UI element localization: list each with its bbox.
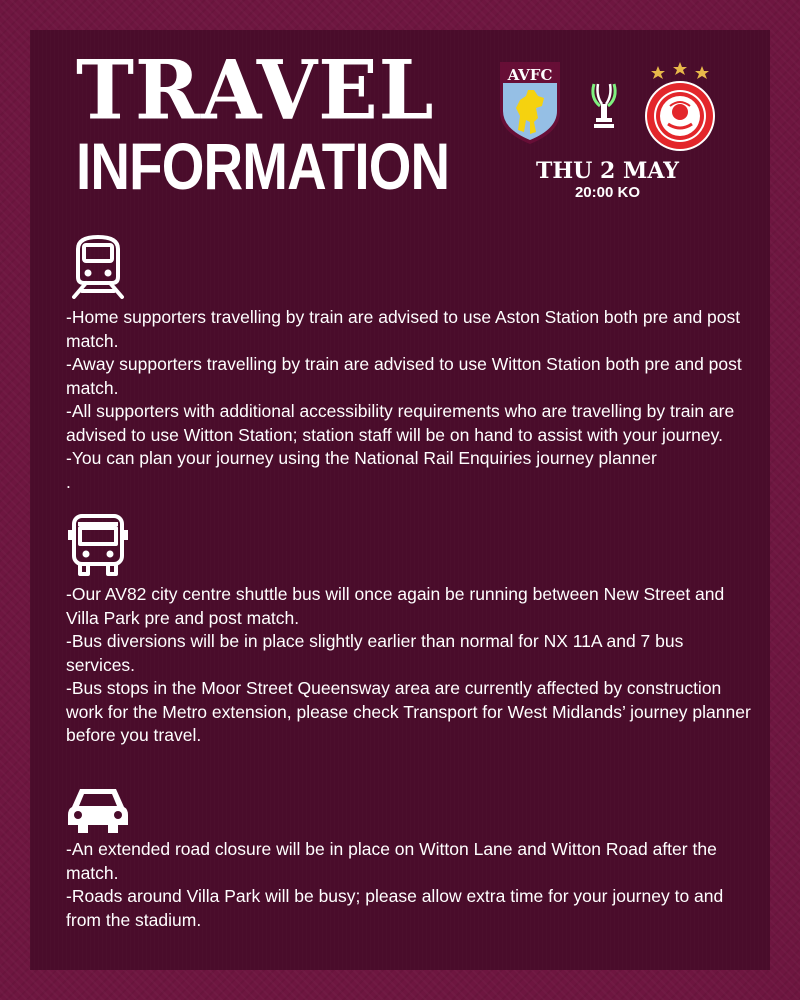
- train-line-3: -All supporters with additional accessibility requirements who are travelling by train are advised to use Witton Station; station staff will be on hand to assist with your journey.: [66, 401, 735, 445]
- conference-league-trophy-icon: [586, 80, 622, 132]
- bus-icon: [66, 512, 130, 578]
- bus-line-3: -Bus stops in the Moor Street Queensway area are currently affected by construction work for the Metro extension, please check Transport for West Midlands’ journey planner before you travel.: [66, 678, 751, 745]
- car-line-2: -Roads around Villa Park will be busy; please allow extra time for your journey to and from the stadium.: [66, 886, 724, 930]
- bus-section: [66, 583, 756, 748]
- title-travel: TRAVEL: [76, 42, 435, 139]
- train-icon: [66, 233, 130, 299]
- bus-line-2: -Bus diversions will be in place slightly earlier than normal for NX 11A and 7 bus services.: [66, 631, 684, 675]
- bus-line-1: -Our AV82 city centre shuttle bus will once again be running between New Street and Villa Park pre and post match.: [66, 584, 725, 628]
- train-line-2: -Away supporters travelling by train are advised to use Witton Station both pre and post match.: [66, 354, 742, 398]
- title-information: INFORMATION: [76, 129, 450, 203]
- car-section: [66, 838, 756, 932]
- match-kickoff: 20:00 KO: [574, 184, 641, 201]
- aston-villa-crest-icon: [498, 60, 562, 146]
- train-line-5: .: [66, 471, 71, 492]
- match-date: THU 2 MAY: [536, 158, 679, 184]
- car-line-1: -An extended road closure will be in place on Witton Lane and Witton Road after the match.: [66, 839, 717, 883]
- train-line-4: -You can plan your journey using the National Rail Enquiries journey planner: [66, 448, 657, 468]
- train-section: [66, 306, 756, 494]
- olympiacos-crest-icon: [640, 62, 720, 152]
- train-line-1: -Home supporters travelling by train are advised to use Aston Station both pre and post match.: [66, 307, 741, 351]
- avfc-crest-text: AVFC: [507, 66, 553, 84]
- car-icon: [66, 785, 130, 835]
